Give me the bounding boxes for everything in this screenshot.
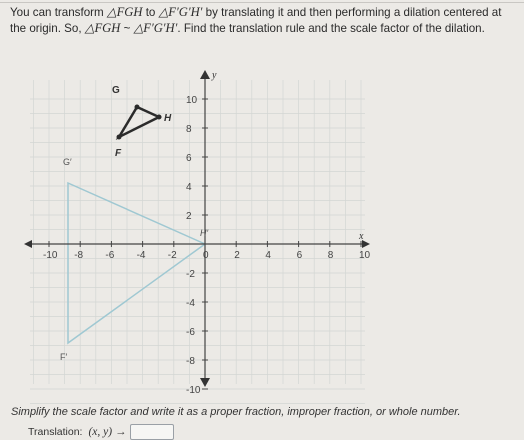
x-tick-label: -10 [43,250,58,261]
x-tick-labels [43,250,371,261]
triangle-fgh-shape [119,107,159,137]
triangle-fgh-prime: △F′G′H′ [158,5,203,19]
x-tick-label: 10 [359,250,371,261]
y-tick-label: 2 [186,211,192,222]
y-tick-label: -6 [186,327,195,338]
y-tick-label: -10 [186,385,201,396]
y-tick-labels [186,95,201,396]
point-f [117,135,122,140]
point-h [157,115,162,120]
x-tick-label: -4 [136,250,146,261]
y-tick-label: -8 [186,356,195,367]
label-f: F [115,148,122,159]
y-tick-label: 8 [186,124,192,135]
point-g [135,105,140,110]
problem-text: You can transform △FGH to △F′G′H′ by translating it and then performing a dilation centered at the origin. So, △FGH ~ △F′G′H′. Find the translation rule and the scale factor of the dilation. [10,5,502,35]
y-axis-arrow-up [200,70,210,79]
y-axis-label: y [212,70,217,81]
label-h-prime: H′ [200,228,209,238]
label-g: G [112,85,120,96]
y-tick-label: 10 [186,95,198,106]
instruction-text: Simplify the scale factor and write it as a proper fraction, improper fraction, or whole number. [11,406,461,418]
y-tick-label: -4 [186,298,195,309]
y-tick-label: 4 [186,182,192,193]
label-f-prime: F′ [60,352,68,362]
label-h: H [164,113,172,124]
x-tick-label: 4 [265,250,271,261]
x-axis-label: x [359,231,364,242]
x-tick-label: -8 [74,250,84,261]
x-tick-label: 6 [296,250,303,261]
y-tick-label: -2 [186,269,195,280]
translation-input[interactable] [130,424,174,440]
translation-expression: (x, y) → [88,426,127,438]
translation-row [28,424,174,440]
translation-label: Translation: [28,426,83,438]
x-tick-label: 2 [234,250,240,261]
label-g-prime: G′ [63,157,72,167]
triangle-fgh-prime-shape [68,183,205,343]
y-tick-label: 6 [186,153,192,164]
x-tick-label: -2 [167,250,177,261]
x-tick-label: -6 [105,250,115,261]
x-tick-label: 0 [203,250,209,261]
x-tick-label: 8 [327,250,334,261]
triangle-fgh: △FGH [106,5,143,19]
y-axis-arrow-down [200,378,210,387]
x-axis-arrow-left [24,240,32,248]
